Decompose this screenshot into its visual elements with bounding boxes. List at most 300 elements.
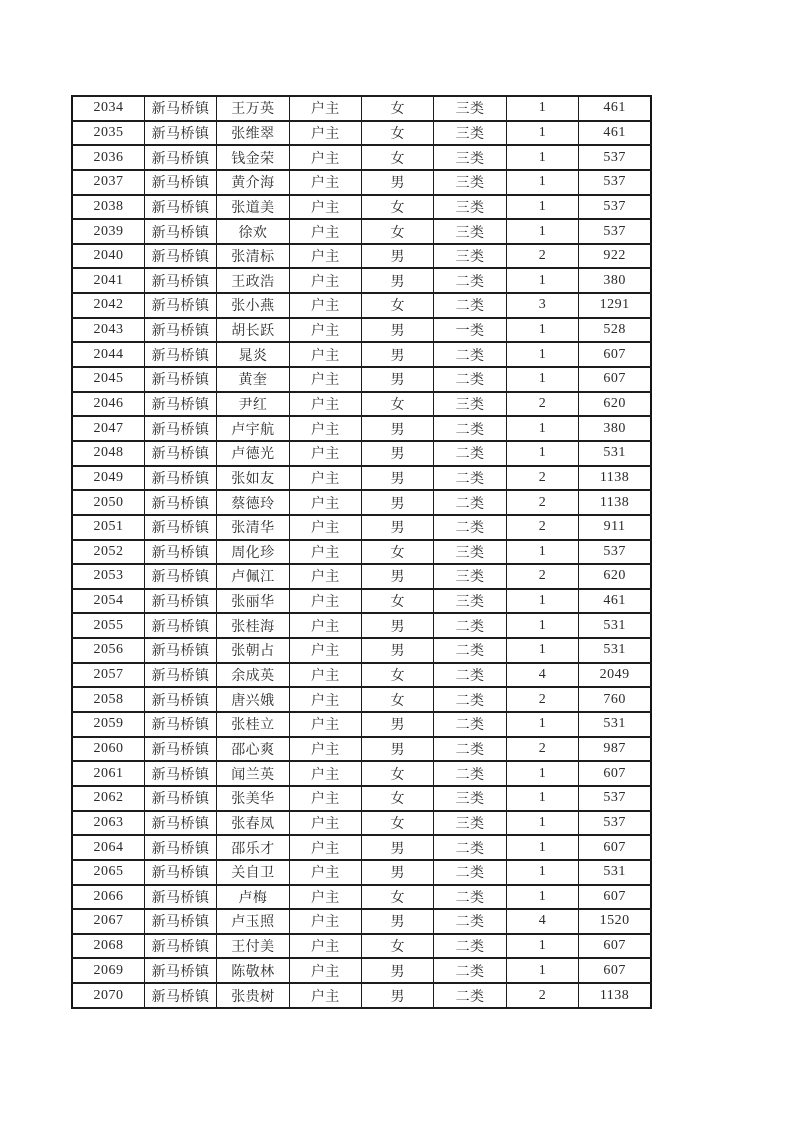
cell-relation: 户主: [289, 515, 361, 540]
cell-town: 新马桥镇: [144, 909, 216, 934]
cell-relation: 户主: [289, 687, 361, 712]
cell-name: 张春凤: [217, 811, 289, 836]
cell-amount: 607: [579, 342, 651, 367]
cell-count: 2: [506, 244, 578, 269]
cell-amount: 537: [579, 219, 651, 244]
cell-town: 新马桥镇: [144, 268, 216, 293]
cell-category: 二类: [434, 885, 506, 910]
cell-count: 2: [506, 515, 578, 540]
cell-relation: 户主: [289, 96, 361, 121]
cell-amount: 537: [579, 786, 651, 811]
cell-count: 1: [506, 540, 578, 565]
cell-town: 新马桥镇: [144, 342, 216, 367]
table-row: [72, 441, 651, 466]
cell-count: 1: [506, 441, 578, 466]
cell-relation: 户主: [289, 219, 361, 244]
cell-name: 张清华: [217, 515, 289, 540]
household-subsidy-table: [71, 95, 652, 1009]
cell-serial: 2039: [72, 219, 144, 244]
table-row: [72, 170, 651, 195]
cell-serial: 2040: [72, 244, 144, 269]
cell-relation: 户主: [289, 342, 361, 367]
cell-serial: 2055: [72, 613, 144, 638]
cell-relation: 户主: [289, 416, 361, 441]
table-row: [72, 860, 651, 885]
cell-town: 新马桥镇: [144, 983, 216, 1008]
table-row: [72, 835, 651, 860]
cell-serial: 2067: [72, 909, 144, 934]
cell-category: 二类: [434, 958, 506, 983]
cell-gender: 男: [362, 613, 434, 638]
cell-serial: 2061: [72, 761, 144, 786]
cell-amount: 607: [579, 934, 651, 959]
cell-gender: 男: [362, 712, 434, 737]
cell-category: 二类: [434, 268, 506, 293]
cell-gender: 男: [362, 318, 434, 343]
cell-relation: 户主: [289, 885, 361, 910]
cell-category: 三类: [434, 392, 506, 417]
cell-relation: 户主: [289, 934, 361, 959]
cell-relation: 户主: [289, 860, 361, 885]
cell-amount: 1138: [579, 466, 651, 491]
table-row: [72, 392, 651, 417]
cell-serial: 2066: [72, 885, 144, 910]
cell-name: 张桂海: [217, 613, 289, 638]
cell-count: 1: [506, 613, 578, 638]
cell-category: 二类: [434, 712, 506, 737]
table-row: [72, 466, 651, 491]
cell-amount: 461: [579, 121, 651, 146]
cell-serial: 2053: [72, 564, 144, 589]
cell-relation: 户主: [289, 786, 361, 811]
cell-count: 1: [506, 268, 578, 293]
cell-relation: 户主: [289, 564, 361, 589]
cell-count: 2: [506, 564, 578, 589]
cell-relation: 户主: [289, 712, 361, 737]
cell-name: 尹红: [217, 392, 289, 417]
cell-serial: 2054: [72, 589, 144, 614]
cell-gender: 男: [362, 416, 434, 441]
cell-serial: 2037: [72, 170, 144, 195]
cell-town: 新马桥镇: [144, 638, 216, 663]
cell-serial: 2068: [72, 934, 144, 959]
cell-relation: 户主: [289, 367, 361, 392]
cell-name: 卢佩江: [217, 564, 289, 589]
cell-serial: 2069: [72, 958, 144, 983]
cell-count: 1: [506, 860, 578, 885]
cell-gender: 男: [362, 515, 434, 540]
cell-name: 邵乐才: [217, 835, 289, 860]
cell-name: 张丽华: [217, 589, 289, 614]
cell-serial: 2050: [72, 490, 144, 515]
cell-name: 卢梅: [217, 885, 289, 910]
cell-category: 三类: [434, 564, 506, 589]
cell-gender: 女: [362, 811, 434, 836]
cell-town: 新马桥镇: [144, 934, 216, 959]
cell-town: 新马桥镇: [144, 860, 216, 885]
cell-name: 张维翠: [217, 121, 289, 146]
cell-category: 二类: [434, 860, 506, 885]
cell-category: 二类: [434, 835, 506, 860]
cell-category: 三类: [434, 589, 506, 614]
cell-name: 蔡德玲: [217, 490, 289, 515]
cell-town: 新马桥镇: [144, 761, 216, 786]
cell-town: 新马桥镇: [144, 244, 216, 269]
cell-count: 1: [506, 145, 578, 170]
cell-town: 新马桥镇: [144, 737, 216, 762]
cell-relation: 户主: [289, 589, 361, 614]
cell-amount: 531: [579, 860, 651, 885]
cell-name: 王付美: [217, 934, 289, 959]
table-row: [72, 589, 651, 614]
table-row: [72, 490, 651, 515]
cell-name: 张桂立: [217, 712, 289, 737]
cell-amount: 531: [579, 613, 651, 638]
cell-relation: 户主: [289, 909, 361, 934]
cell-amount: 760: [579, 687, 651, 712]
cell-count: 4: [506, 909, 578, 934]
cell-amount: 607: [579, 761, 651, 786]
cell-gender: 男: [362, 564, 434, 589]
cell-gender: 男: [362, 441, 434, 466]
cell-serial: 2041: [72, 268, 144, 293]
cell-town: 新马桥镇: [144, 786, 216, 811]
cell-serial: 2063: [72, 811, 144, 836]
cell-category: 二类: [434, 515, 506, 540]
cell-serial: 2046: [72, 392, 144, 417]
cell-amount: 1138: [579, 983, 651, 1008]
cell-name: 王政浩: [217, 268, 289, 293]
table-row: [72, 219, 651, 244]
cell-serial: 2064: [72, 835, 144, 860]
cell-serial: 2070: [72, 983, 144, 1008]
cell-gender: 女: [362, 885, 434, 910]
cell-count: 1: [506, 786, 578, 811]
table-row: [72, 983, 651, 1008]
cell-amount: 380: [579, 416, 651, 441]
table-row: [72, 564, 651, 589]
cell-name: 张道美: [217, 195, 289, 220]
cell-amount: 537: [579, 195, 651, 220]
cell-amount: 922: [579, 244, 651, 269]
cell-name: 周化珍: [217, 540, 289, 565]
cell-town: 新马桥镇: [144, 318, 216, 343]
table-row: [72, 712, 651, 737]
cell-serial: 2057: [72, 663, 144, 688]
cell-serial: 2043: [72, 318, 144, 343]
cell-relation: 户主: [289, 392, 361, 417]
table-row: [72, 318, 651, 343]
cell-name: 王万英: [217, 96, 289, 121]
cell-amount: 380: [579, 268, 651, 293]
cell-count: 1: [506, 885, 578, 910]
cell-amount: 537: [579, 811, 651, 836]
cell-count: 2: [506, 466, 578, 491]
cell-relation: 户主: [289, 441, 361, 466]
table-row: [72, 958, 651, 983]
cell-amount: 911: [579, 515, 651, 540]
cell-serial: 2035: [72, 121, 144, 146]
cell-relation: 户主: [289, 145, 361, 170]
cell-serial: 2062: [72, 786, 144, 811]
cell-serial: 2047: [72, 416, 144, 441]
cell-town: 新马桥镇: [144, 96, 216, 121]
cell-relation: 户主: [289, 835, 361, 860]
cell-serial: 2065: [72, 860, 144, 885]
cell-serial: 2060: [72, 737, 144, 762]
cell-gender: 女: [362, 663, 434, 688]
cell-gender: 女: [362, 392, 434, 417]
cell-amount: 620: [579, 392, 651, 417]
cell-town: 新马桥镇: [144, 466, 216, 491]
cell-count: 1: [506, 367, 578, 392]
cell-count: 1: [506, 934, 578, 959]
cell-name: 卢德光: [217, 441, 289, 466]
cell-relation: 户主: [289, 811, 361, 836]
cell-name: 张贵树: [217, 983, 289, 1008]
cell-name: 张美华: [217, 786, 289, 811]
table-row: [72, 96, 651, 121]
cell-gender: 女: [362, 786, 434, 811]
cell-category: 二类: [434, 342, 506, 367]
cell-category: 三类: [434, 219, 506, 244]
table-row: [72, 761, 651, 786]
cell-amount: 607: [579, 885, 651, 910]
table-row: [72, 293, 651, 318]
cell-gender: 男: [362, 909, 434, 934]
cell-gender: 女: [362, 195, 434, 220]
cell-town: 新马桥镇: [144, 687, 216, 712]
table-body: [72, 96, 651, 1008]
table-row: [72, 613, 651, 638]
cell-name: 徐欢: [217, 219, 289, 244]
cell-serial: 2059: [72, 712, 144, 737]
cell-count: 2: [506, 737, 578, 762]
table-row: [72, 515, 651, 540]
cell-amount: 461: [579, 96, 651, 121]
cell-category: 二类: [434, 466, 506, 491]
cell-name: 卢玉照: [217, 909, 289, 934]
cell-relation: 户主: [289, 983, 361, 1008]
cell-name: 关自卫: [217, 860, 289, 885]
cell-town: 新马桥镇: [144, 811, 216, 836]
cell-town: 新马桥镇: [144, 613, 216, 638]
cell-count: 2: [506, 490, 578, 515]
cell-town: 新马桥镇: [144, 441, 216, 466]
cell-town: 新马桥镇: [144, 663, 216, 688]
cell-count: 1: [506, 958, 578, 983]
cell-name: 钱金荣: [217, 145, 289, 170]
cell-amount: 607: [579, 367, 651, 392]
cell-town: 新马桥镇: [144, 195, 216, 220]
cell-serial: 2042: [72, 293, 144, 318]
table-row: [72, 786, 651, 811]
cell-serial: 2044: [72, 342, 144, 367]
cell-category: 三类: [434, 121, 506, 146]
cell-amount: 1520: [579, 909, 651, 934]
cell-gender: 女: [362, 687, 434, 712]
table-row: [72, 268, 651, 293]
cell-name: 卢宇航: [217, 416, 289, 441]
table-row: [72, 342, 651, 367]
cell-category: 三类: [434, 786, 506, 811]
cell-relation: 户主: [289, 490, 361, 515]
cell-count: 1: [506, 96, 578, 121]
cell-name: 黄介海: [217, 170, 289, 195]
cell-count: 1: [506, 342, 578, 367]
cell-category: 二类: [434, 687, 506, 712]
cell-gender: 男: [362, 466, 434, 491]
cell-relation: 户主: [289, 121, 361, 146]
cell-amount: 461: [579, 589, 651, 614]
cell-town: 新马桥镇: [144, 958, 216, 983]
cell-name: 张清标: [217, 244, 289, 269]
cell-count: 1: [506, 761, 578, 786]
cell-relation: 户主: [289, 195, 361, 220]
cell-gender: 男: [362, 244, 434, 269]
table-row: [72, 416, 651, 441]
cell-amount: 620: [579, 564, 651, 589]
cell-town: 新马桥镇: [144, 564, 216, 589]
cell-town: 新马桥镇: [144, 170, 216, 195]
cell-town: 新马桥镇: [144, 712, 216, 737]
cell-name: 闻兰英: [217, 761, 289, 786]
table-row: [72, 934, 651, 959]
cell-count: 2: [506, 983, 578, 1008]
cell-gender: 女: [362, 761, 434, 786]
cell-count: 3: [506, 293, 578, 318]
cell-town: 新马桥镇: [144, 145, 216, 170]
cell-amount: 537: [579, 145, 651, 170]
cell-gender: 女: [362, 121, 434, 146]
cell-gender: 女: [362, 293, 434, 318]
cell-gender: 男: [362, 342, 434, 367]
cell-category: 二类: [434, 613, 506, 638]
cell-category: 二类: [434, 367, 506, 392]
cell-category: 三类: [434, 145, 506, 170]
cell-count: 1: [506, 219, 578, 244]
table-row: [72, 540, 651, 565]
cell-town: 新马桥镇: [144, 219, 216, 244]
table-row: [72, 121, 651, 146]
cell-amount: 528: [579, 318, 651, 343]
cell-name: 余成英: [217, 663, 289, 688]
cell-serial: 2051: [72, 515, 144, 540]
cell-amount: 987: [579, 737, 651, 762]
cell-gender: 男: [362, 638, 434, 663]
cell-category: 二类: [434, 416, 506, 441]
cell-category: 二类: [434, 293, 506, 318]
cell-serial: 2036: [72, 145, 144, 170]
cell-relation: 户主: [289, 638, 361, 663]
cell-category: 二类: [434, 761, 506, 786]
cell-serial: 2048: [72, 441, 144, 466]
cell-name: 唐兴娥: [217, 687, 289, 712]
cell-amount: 2049: [579, 663, 651, 688]
cell-town: 新马桥镇: [144, 540, 216, 565]
cell-gender: 女: [362, 540, 434, 565]
cell-count: 2: [506, 687, 578, 712]
cell-town: 新马桥镇: [144, 835, 216, 860]
cell-category: 一类: [434, 318, 506, 343]
cell-name: 张朝占: [217, 638, 289, 663]
cell-category: 二类: [434, 490, 506, 515]
cell-count: 1: [506, 170, 578, 195]
cell-amount: 607: [579, 958, 651, 983]
cell-relation: 户主: [289, 737, 361, 762]
cell-amount: 531: [579, 441, 651, 466]
cell-amount: 1291: [579, 293, 651, 318]
cell-serial: 2058: [72, 687, 144, 712]
cell-count: 1: [506, 121, 578, 146]
cell-town: 新马桥镇: [144, 589, 216, 614]
cell-count: 1: [506, 589, 578, 614]
cell-count: 1: [506, 318, 578, 343]
table-row: [72, 663, 651, 688]
table-row: [72, 145, 651, 170]
cell-category: 二类: [434, 441, 506, 466]
cell-relation: 户主: [289, 958, 361, 983]
cell-town: 新马桥镇: [144, 392, 216, 417]
cell-amount: 1138: [579, 490, 651, 515]
table-row: [72, 885, 651, 910]
cell-category: 二类: [434, 663, 506, 688]
cell-gender: 男: [362, 367, 434, 392]
table-row: [72, 737, 651, 762]
cell-category: 二类: [434, 638, 506, 663]
cell-amount: 537: [579, 540, 651, 565]
cell-category: 二类: [434, 983, 506, 1008]
cell-amount: 531: [579, 712, 651, 737]
cell-category: 三类: [434, 540, 506, 565]
table-row: [72, 638, 651, 663]
cell-count: 1: [506, 712, 578, 737]
cell-category: 二类: [434, 934, 506, 959]
cell-relation: 户主: [289, 293, 361, 318]
cell-count: 1: [506, 416, 578, 441]
cell-relation: 户主: [289, 761, 361, 786]
cell-count: 1: [506, 811, 578, 836]
cell-count: 1: [506, 835, 578, 860]
table-row: [72, 811, 651, 836]
cell-relation: 户主: [289, 613, 361, 638]
cell-town: 新马桥镇: [144, 293, 216, 318]
cell-name: 张小燕: [217, 293, 289, 318]
cell-name: 邵心爽: [217, 737, 289, 762]
cell-category: 三类: [434, 811, 506, 836]
cell-category: 二类: [434, 737, 506, 762]
table-row: [72, 367, 651, 392]
cell-town: 新马桥镇: [144, 121, 216, 146]
cell-gender: 女: [362, 219, 434, 244]
cell-name: 陈敬林: [217, 958, 289, 983]
cell-gender: 女: [362, 145, 434, 170]
cell-category: 三类: [434, 244, 506, 269]
cell-category: 三类: [434, 96, 506, 121]
cell-town: 新马桥镇: [144, 885, 216, 910]
cell-serial: 2049: [72, 466, 144, 491]
cell-gender: 男: [362, 835, 434, 860]
cell-relation: 户主: [289, 540, 361, 565]
cell-gender: 女: [362, 96, 434, 121]
cell-serial: 2045: [72, 367, 144, 392]
cell-serial: 2052: [72, 540, 144, 565]
cell-gender: 女: [362, 934, 434, 959]
cell-serial: 2056: [72, 638, 144, 663]
cell-amount: 537: [579, 170, 651, 195]
cell-relation: 户主: [289, 244, 361, 269]
cell-gender: 男: [362, 983, 434, 1008]
